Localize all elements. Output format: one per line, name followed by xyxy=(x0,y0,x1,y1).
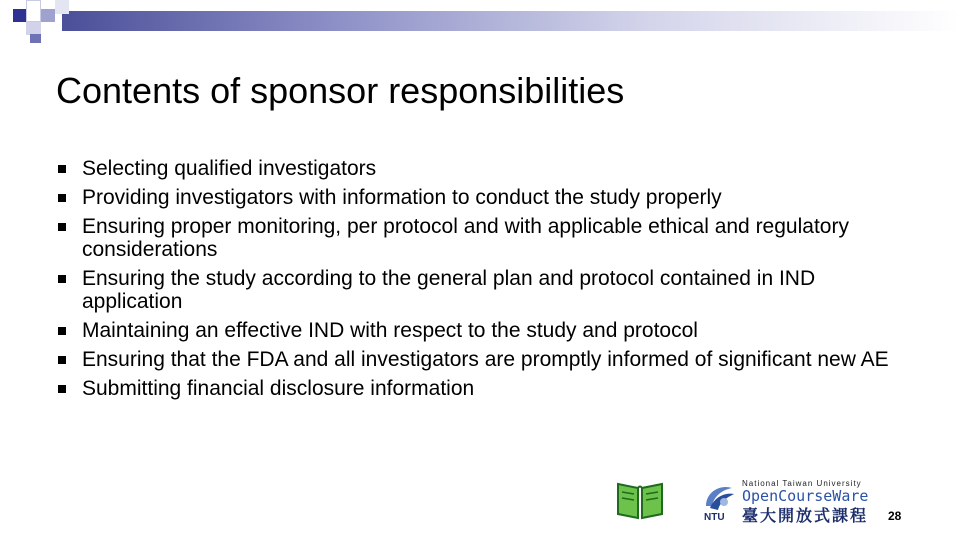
bullet-marker xyxy=(58,356,66,364)
list-item: Submitting financial disclosure information xyxy=(58,377,898,400)
bullet-marker xyxy=(58,194,66,202)
page-number: 28 xyxy=(888,509,902,523)
book-icon xyxy=(614,478,666,520)
university-name: National Taiwan University xyxy=(742,479,862,488)
ocw-logo-chinese: 臺大開放式課程 xyxy=(742,506,869,525)
decor-square xyxy=(26,0,41,22)
header-gradient-bar xyxy=(62,11,960,31)
list-item: Selecting qualified investigators xyxy=(58,157,898,180)
list-item: Maintaining an effective IND with respect to the study and protocol xyxy=(58,319,898,342)
slide-title: Contents of sponsor responsibilities xyxy=(56,70,625,111)
ocw-logo-text: OpenCourseWare xyxy=(742,487,869,505)
ntu-logo-text: NTU xyxy=(704,512,725,522)
bullet-marker xyxy=(58,223,66,231)
decor-square xyxy=(30,34,41,43)
bullet-list xyxy=(58,157,898,406)
list-item: Ensuring that the FDA and all investigators are promptly informed of significant new AE xyxy=(58,348,898,371)
bullet-marker xyxy=(58,275,66,283)
list-item: Providing investigators with information to conduct the study properly xyxy=(58,186,898,209)
decor-square xyxy=(13,9,26,22)
decor-square xyxy=(41,9,55,22)
decor-square xyxy=(55,0,69,14)
bullet-marker xyxy=(58,165,66,173)
bullet-marker xyxy=(58,385,66,393)
list-item: Ensuring the study according to the general plan and protocol contained in IND application xyxy=(58,267,898,313)
bullet-marker xyxy=(58,327,66,335)
list-item: Ensuring proper monitoring, per protocol and with applicable ethical and regulatory considerations xyxy=(58,215,898,261)
ntu-logo-icon xyxy=(700,482,738,522)
